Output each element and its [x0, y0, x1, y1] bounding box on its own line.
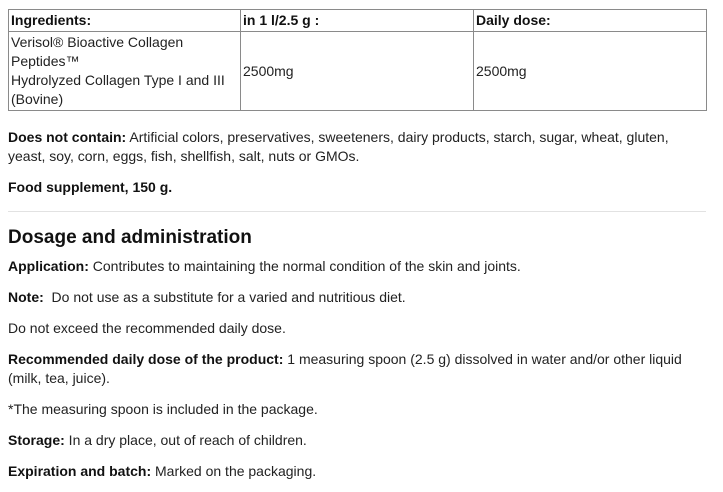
- header-amount: in 1 l/2.5 g :: [241, 10, 474, 32]
- amount-cell: 2500mg: [241, 32, 474, 111]
- does-not-contain-paragraph: [8, 128, 706, 166]
- product-info: [8, 9, 706, 481]
- daily-dose-cell: 2500mg: [474, 32, 707, 111]
- note-label: Note:: [8, 289, 44, 305]
- storage-text: In a dry place, out of reach of children.: [64, 432, 307, 448]
- ingredient-line: (Bovine): [11, 91, 64, 107]
- recommended-text: 1 measuring spoon (2.5 g) dissolved in water and/or other liquid (milk, tea, juice).: [8, 351, 682, 386]
- ingredient-line: Peptides™: [11, 53, 80, 69]
- storage-label: Storage:: [8, 432, 65, 448]
- expiration-label: Expiration and batch:: [8, 463, 152, 479]
- exceed-paragraph: Do not exceed the recommended daily dose.: [8, 320, 286, 336]
- header-ingredients: Ingredients:: [9, 10, 241, 32]
- ingredients-table: [8, 9, 707, 111]
- header-daily-dose: Daily dose:: [474, 10, 707, 32]
- spoon-paragraph: *The measuring spoon is included in the package.: [8, 401, 318, 417]
- storage-paragraph: [8, 431, 706, 450]
- ingredient-line: Verisol® Bioactive Collagen: [11, 34, 184, 50]
- note-text: Do not use as a substitute for a varied and nutritious diet.: [43, 289, 406, 305]
- food-supplement-line: Food supplement, 150 g.: [8, 179, 173, 195]
- recommended-paragraph: [8, 350, 706, 388]
- application-label: Application:: [8, 258, 89, 274]
- ingredient-name-cell: [9, 32, 241, 111]
- expiration-paragraph: [8, 462, 706, 481]
- application-text: Contributes to maintaining the normal condition of the skin and joints.: [88, 258, 521, 274]
- note-paragraph: [8, 288, 706, 307]
- table-header-row: [9, 10, 707, 32]
- dosage-heading: Dosage and administration: [8, 227, 252, 248]
- ingredient-line: Hydrolyzed Collagen Type I and III: [11, 72, 225, 88]
- does-not-contain-label: Does not contain:: [8, 129, 127, 145]
- table-row: [9, 32, 707, 111]
- does-not-contain-text: Artificial colors, preservatives, sweeteners, dairy products, starch, sugar, wheat, gluten, yeast, soy, corn, eggs, fish, shellfish, salt, nuts or GMOs.: [8, 129, 669, 164]
- recommended-label: Recommended daily dose of the product:: [8, 351, 284, 367]
- divider: [8, 211, 706, 212]
- application-paragraph: [8, 257, 706, 276]
- expiration-text: Marked on the packaging.: [151, 463, 317, 479]
